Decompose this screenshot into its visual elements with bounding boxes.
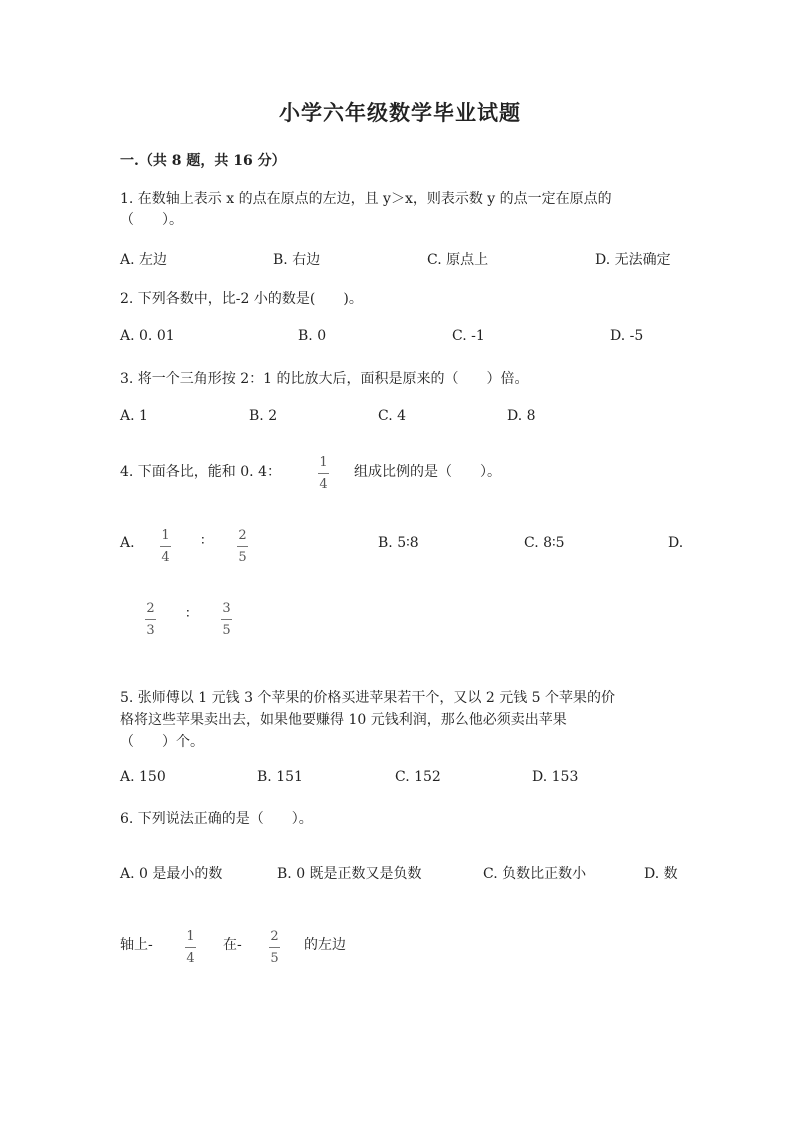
question-6-text: 6. 下列说法正确的是（ ）。: [120, 811, 313, 827]
fraction-denominator: 4: [319, 477, 328, 492]
q4-option-a-colon: ∶: [201, 533, 205, 549]
q4-option-d-fraction-2: [221, 602, 232, 637]
fraction-denominator: 4: [186, 951, 195, 966]
question-5-line-1: 5. 张师傅以 1 元钱 3 个苹果的价格买进苹果若干个，又以 2 元钱 5 个苹果的价: [120, 690, 616, 706]
q1-option-b: B. 右边: [273, 252, 321, 268]
fraction-numerator: 2: [146, 601, 155, 616]
q1-option-a: A. 左边: [120, 252, 168, 268]
q6-option-c: C. 负数比正数小: [483, 866, 587, 882]
question-1-line-1: 1. 在数轴上表示 x 的点在原点的左边，且 y＞x，则表示数 y 的点一定在原点的: [120, 191, 612, 207]
q6-option-d-cont-suffix: 的左边: [304, 937, 346, 953]
q2-option-b: B. 0: [298, 328, 327, 344]
section-heading: 一.（共 8 题，共 16 分）: [120, 153, 286, 169]
q4-option-d-colon: ∶: [186, 606, 190, 622]
q4-option-d-label: D.: [668, 535, 684, 551]
q2-option-a: A. 0. 01: [120, 328, 175, 344]
fraction-denominator: 5: [238, 550, 247, 565]
q3-option-c: C. 4: [378, 408, 407, 424]
fraction-denominator: 3: [146, 623, 155, 638]
question-4-suffix: 组成比例的是（ ）。: [354, 464, 501, 480]
fraction-bar: [237, 546, 248, 547]
q4-option-d-fraction-1: [145, 602, 156, 637]
fraction-numerator: 1: [186, 929, 195, 944]
q6-option-a: A. 0 是最小的数: [120, 866, 223, 882]
fraction-denominator: 5: [222, 623, 231, 638]
fraction-bar: [160, 546, 171, 547]
fraction-denominator: 4: [161, 550, 170, 565]
fraction-bar: [269, 947, 280, 948]
fraction-bar: [185, 947, 196, 948]
q5-option-a: A. 150: [120, 769, 166, 785]
q2-option-d: D. -5: [610, 328, 644, 344]
q4-option-c: C. 8∶5: [524, 535, 565, 551]
question-5-line-3: （ ）个。: [120, 734, 204, 750]
fraction-denominator: 5: [270, 951, 279, 966]
q5-option-c: C. 152: [395, 769, 441, 785]
question-5-line-2: 格将这些苹果卖出去，如果他要赚得 10 元钱利润，那么他必须卖出苹果: [120, 712, 567, 728]
q6-option-d-fraction-1: [185, 930, 196, 965]
question-3-text: 3. 将一个三角形按 2：1 的比放大后，面积是原来的（ ）倍。: [120, 371, 529, 387]
fraction-numerator: 2: [270, 929, 279, 944]
q6-option-d: D. 数: [644, 866, 678, 882]
fraction-numerator: 2: [238, 528, 247, 543]
question-2-text: 2. 下列各数中，比-2 小的数是( )。: [120, 291, 363, 307]
q5-option-d: D. 153: [532, 769, 579, 785]
q4-option-b: B. 5∶8: [378, 535, 419, 551]
q6-option-b: B. 0 既是正数又是负数: [277, 866, 422, 882]
q6-option-d-cont-mid: 在-: [223, 937, 242, 953]
fraction-numerator: 1: [319, 455, 328, 470]
q4-option-a-fraction-2: [237, 529, 248, 564]
q1-option-c: C. 原点上: [427, 252, 489, 268]
q1-option-d: D. 无法确定: [595, 252, 671, 268]
exam-title: 小学六年级数学毕业试题: [279, 100, 521, 125]
fraction-numerator: 1: [161, 528, 170, 543]
fraction-bar: [318, 473, 329, 474]
question-1-line-2: （ ）。: [120, 212, 183, 228]
q4-fraction: [318, 456, 329, 491]
q3-option-d: D. 8: [507, 408, 536, 424]
q4-option-a-label: A.: [120, 535, 135, 551]
q5-option-b: B. 151: [257, 769, 303, 785]
q6-option-d-cont-prefix: 轴上-: [120, 937, 153, 953]
q2-option-c: C. -1: [452, 328, 485, 344]
q3-option-a: A. 1: [120, 408, 148, 424]
question-4-prefix: 4. 下面各比，能和 0. 4：: [120, 464, 281, 480]
fraction-bar: [221, 619, 232, 620]
fraction-numerator: 3: [222, 601, 231, 616]
fraction-bar: [145, 619, 156, 620]
q6-option-d-fraction-2: [269, 930, 280, 965]
q4-option-a-fraction-1: [160, 529, 171, 564]
q3-option-b: B. 2: [249, 408, 278, 424]
